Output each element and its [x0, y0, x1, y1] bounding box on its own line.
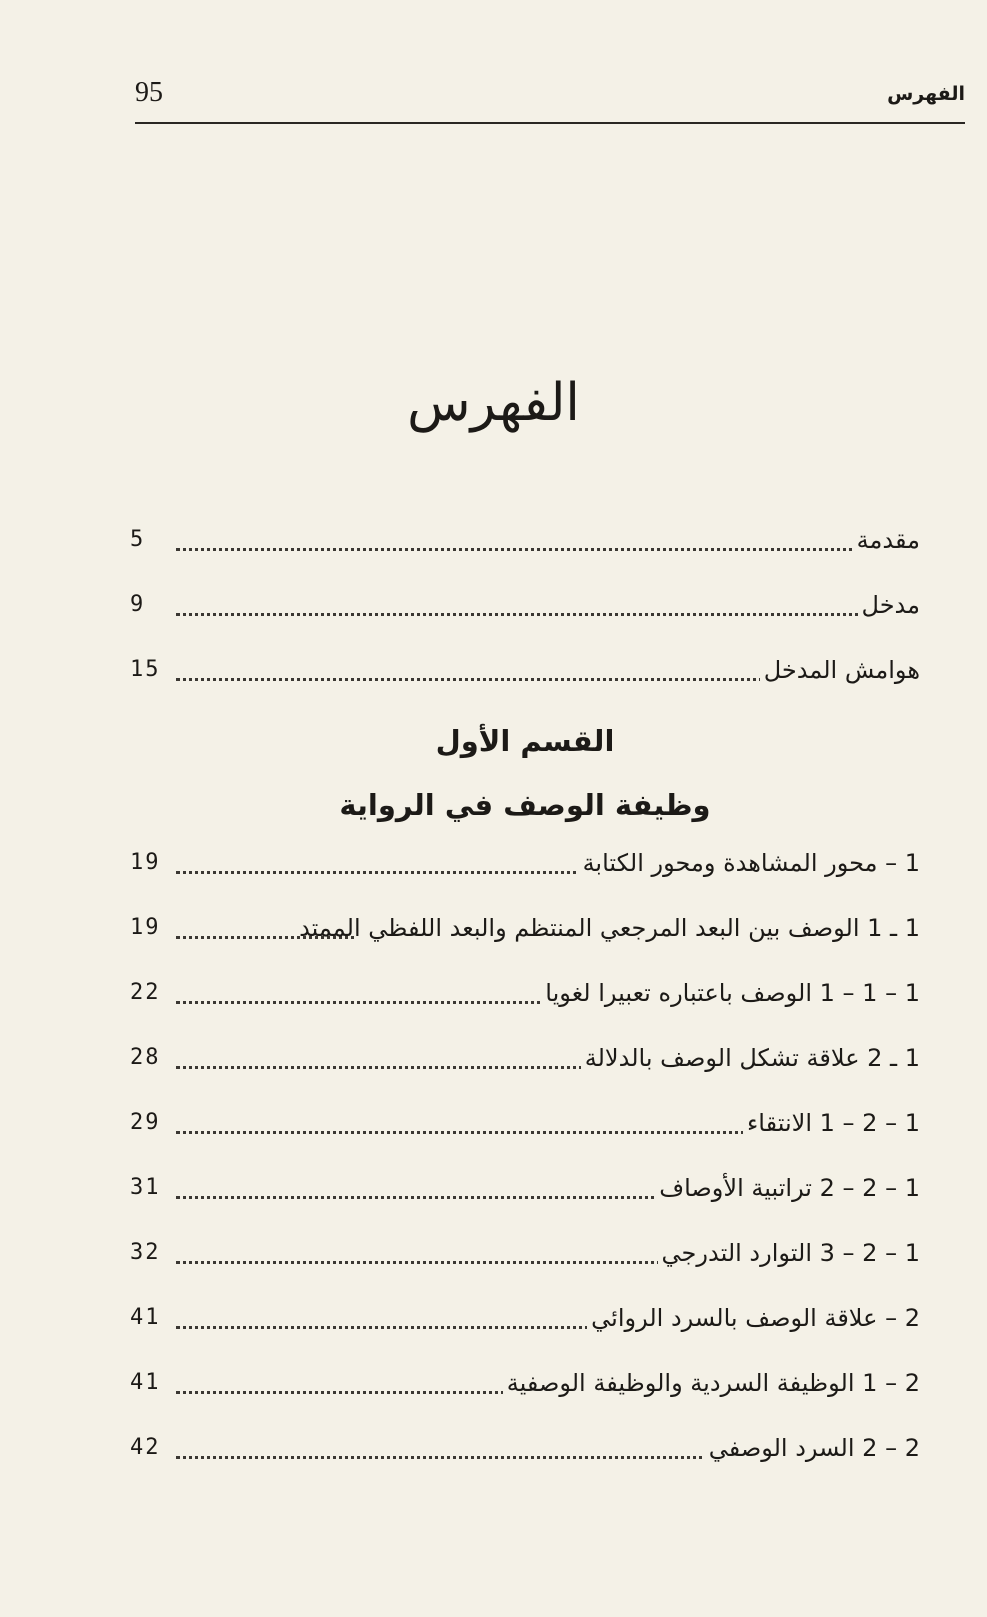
toc-entry-label: 1 – 1 – 1 الوصف باعتباره تعبيرا لغويا — [541, 973, 920, 1013]
toc-entry-page: 42 — [130, 1435, 161, 1460]
toc-entry-label: 1 – 2 – 1 الانتقاء — [743, 1103, 920, 1143]
toc-entry — [130, 1227, 920, 1292]
dot-leader — [176, 613, 920, 616]
toc-entry — [130, 902, 920, 967]
toc-entry — [130, 837, 920, 902]
toc-entry-page: 19 — [130, 915, 161, 940]
toc-entry-page: 29 — [130, 1110, 161, 1135]
toc-entry-page: 28 — [130, 1045, 161, 1070]
toc-entry-label: 1 – محور المشاهدة ومحور الكتابة — [579, 843, 920, 883]
toc-entry — [130, 1162, 920, 1227]
toc-entry-label: مقدمة — [853, 520, 920, 560]
toc-entry — [130, 579, 920, 644]
toc-entry-page: 15 — [130, 657, 161, 682]
toc-entry-label: 2 – 2 السرد الوصفي — [705, 1428, 920, 1468]
toc-entry-page: 5 — [130, 527, 146, 552]
toc-entry — [130, 644, 920, 709]
toc-entry — [130, 514, 920, 579]
toc-entry-label: 1 ـ 2 علاقة تشكل الوصف بالدلالة — [581, 1038, 920, 1078]
section-subheading: وظيفة الوصف في الرواية — [339, 788, 711, 822]
toc-entry-page: 22 — [130, 980, 161, 1005]
toc-entry-label: 1 ـ 1 الوصف بين البعد المرجعي المنتظم والبعد اللفظي الممتد — [356, 908, 920, 948]
toc-entry — [130, 1292, 920, 1357]
toc-entry — [130, 1097, 920, 1162]
toc-entry-label: 1 – 2 – 3 التوارد التدرجي — [658, 1233, 920, 1273]
toc-entry-page: 41 — [130, 1305, 161, 1330]
dot-leader — [176, 548, 920, 551]
toc-entry-label: 2 – علاقة الوصف بالسرد الروائي — [587, 1298, 920, 1338]
toc-entry-label: 1 – 2 – 2 تراتبية الأوصاف — [655, 1168, 920, 1208]
toc-entry-page: 9 — [130, 592, 146, 617]
toc-entry-label: 2 – 1 الوظيفة السردية والوظيفة الوصفية — [503, 1363, 920, 1403]
toc-entry-page: 32 — [130, 1240, 161, 1265]
toc-entry-label: مدخل — [858, 585, 920, 625]
toc-entry — [130, 1422, 920, 1487]
page-number: 95 — [135, 77, 163, 108]
toc-entry-label: هوامش المدخل — [760, 650, 920, 690]
toc-entry-page: 41 — [130, 1370, 161, 1395]
section-heading: القسم الأول — [435, 724, 615, 758]
toc-entry-page: 19 — [130, 850, 161, 875]
running-title: الفهرس — [887, 83, 965, 105]
toc-entry — [130, 1032, 920, 1097]
toc-entry — [130, 1357, 920, 1422]
running-header — [135, 70, 965, 124]
table-of-contents — [130, 514, 920, 1487]
toc-entry — [130, 967, 920, 1032]
toc-entry-page: 31 — [130, 1175, 161, 1200]
toc-title: الفهرس — [407, 373, 580, 433]
